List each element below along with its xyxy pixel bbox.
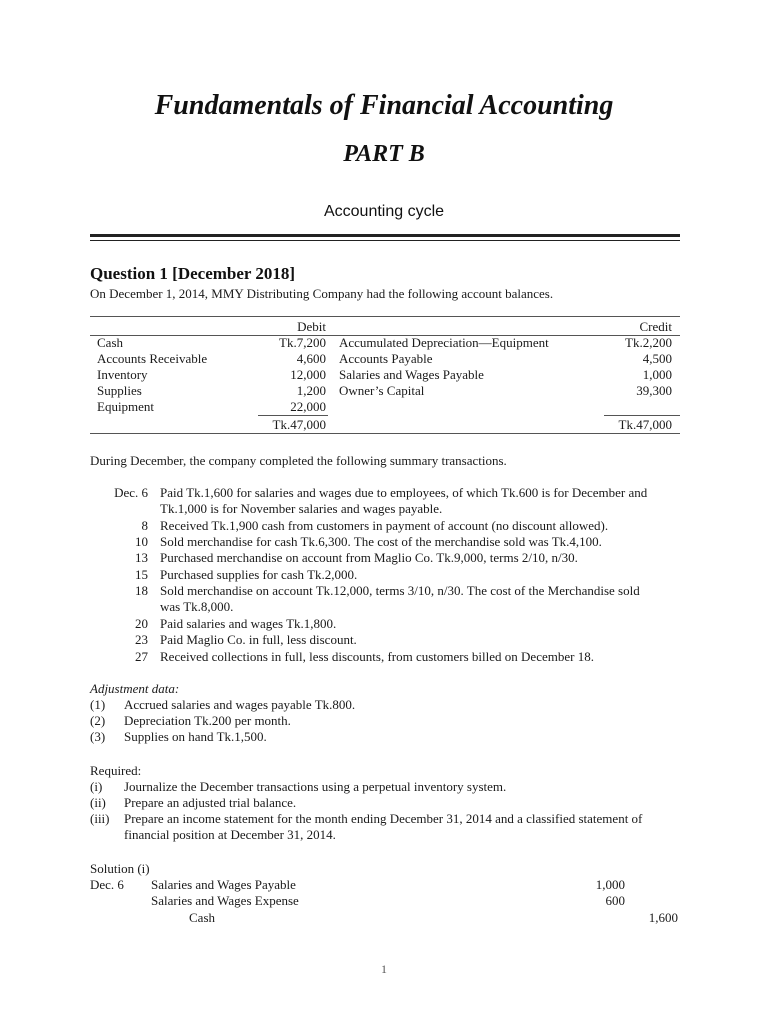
journal-account: Cash (189, 910, 215, 925)
credit-account: Salaries and Wages Payable (339, 367, 484, 382)
transaction-text: Received collections in full, less discounts, from customers billed on December 18. (160, 649, 594, 664)
solution-date: Dec. 6 (90, 877, 124, 892)
credit-amount: 1,000 (642, 367, 672, 382)
part-heading: PART B (343, 141, 425, 167)
transaction-date: Dec. 6 (114, 485, 148, 500)
journal-account: Salaries and Wages Payable (151, 877, 296, 892)
adjustment-num: (2) (90, 713, 106, 728)
header-rule-thin (90, 240, 680, 241)
section-heading: Accounting cycle (323, 203, 445, 220)
credit-account: Accounts Payable (339, 351, 433, 366)
transaction-date: 10 (135, 534, 148, 549)
credit-account: Accumulated Depreciation—Equipment (339, 335, 549, 350)
debit-account: Accounts Receivable (97, 351, 208, 366)
debit-amount: 22,000 (290, 399, 326, 414)
page-number: 1 (381, 962, 387, 976)
transaction-date: 15 (135, 567, 148, 582)
transaction-text: Sold merchandise for cash Tk.6,300. The cost of the merchandise sold was Tk.4,100. (160, 534, 602, 549)
transaction-text: Received Tk.1,900 cash from customers in payment of account (no discount allowed). (160, 518, 609, 533)
table-bottom-rule (90, 433, 680, 434)
debit-account: Equipment (97, 399, 155, 414)
adjustment-text: Accrued salaries and wages payable Tk.800. (124, 697, 356, 712)
debit-amount: Tk.7,200 (279, 335, 326, 350)
transaction-date: 27 (135, 649, 148, 664)
transaction-text: Paid salaries and wages Tk.1,800. (160, 616, 337, 631)
transaction-text: Purchased supplies for cash Tk.2,000. (160, 567, 358, 582)
required-heading: Required: (90, 763, 142, 778)
solution-heading: Solution (i) (90, 861, 150, 876)
debit-amount: 1,200 (296, 383, 326, 398)
credit-total-rule (604, 415, 680, 416)
required-text: Prepare an income statement for the month ending December 31, 2014 and a classified statement of (124, 811, 643, 826)
adjustment-text: Supplies on hand Tk.1,500. (124, 729, 267, 744)
debit-amount: 12,000 (290, 367, 326, 382)
debit-account: Cash (97, 335, 123, 350)
debit-total: Tk.47,000 (272, 417, 326, 432)
transaction-text: Paid Maglio Co. in full, less discount. (160, 632, 357, 647)
transactions-intro: During December, the company completed the following summary transactions. (90, 453, 507, 468)
credit-amount: 39,300 (636, 383, 672, 398)
required-text: financial position at December 31, 2014. (124, 827, 336, 842)
transaction-date: 20 (135, 616, 148, 631)
adjustment-text: Depreciation Tk.200 per month. (124, 713, 291, 728)
debit-amount: 4,600 (296, 351, 326, 366)
debit-total-rule (258, 415, 328, 416)
header-rule-thick (90, 234, 680, 237)
debit-header: Debit (297, 319, 326, 334)
transaction-text: Sold merchandise on account Tk.12,000, terms 3/10, n/30. The cost of the Merchandise sold (160, 583, 640, 598)
adjustment-num: (3) (90, 729, 106, 744)
adjustment-heading: Adjustment data: (90, 681, 180, 696)
debit-account: Supplies (97, 383, 142, 398)
credit-total: Tk.47,000 (618, 417, 672, 432)
credit-account: Owner’s Capital (339, 383, 425, 398)
transaction-date: 18 (135, 583, 148, 598)
journal-account: Salaries and Wages Expense (151, 893, 299, 908)
credit-amount: Tk.2,200 (625, 335, 672, 350)
credit-amount: 4,500 (642, 351, 672, 366)
journal-debit: 600 (605, 893, 625, 908)
transaction-date: 13 (135, 550, 148, 565)
transaction-text: Tk.1,000 is for November salaries and wages payable. (160, 501, 443, 516)
required-text: Journalize the December transactions using a perpetual inventory system. (124, 779, 507, 794)
required-num: (ii) (90, 795, 106, 810)
question-title: Question 1 [December 2018] (90, 264, 296, 283)
adjustment-num: (1) (90, 697, 106, 712)
table-top-rule (90, 316, 680, 317)
debit-account: Inventory (97, 367, 148, 382)
transaction-text: was Tk.8,000. (160, 599, 234, 614)
question-intro: On December 1, 2014, MMY Distributing Company had the following account balances. (90, 286, 554, 301)
transaction-date: 23 (135, 632, 148, 647)
required-text: Prepare an adjusted trial balance. (124, 795, 297, 810)
transaction-text: Paid Tk.1,600 for salaries and wages due to employees, of which Tk.600 is for December and (160, 485, 648, 500)
required-num: (iii) (90, 811, 110, 826)
journal-credit: 1,600 (648, 910, 678, 925)
credit-header: Credit (639, 319, 672, 334)
required-num: (i) (90, 779, 103, 794)
document-title: Fundamentals of Financial Accounting (154, 90, 614, 121)
journal-debit: 1,000 (595, 877, 625, 892)
transaction-date: 8 (141, 518, 148, 533)
transaction-text: Purchased merchandise on account from Maglio Co. Tk.9,000, terms 2/10, n/30. (160, 550, 578, 565)
